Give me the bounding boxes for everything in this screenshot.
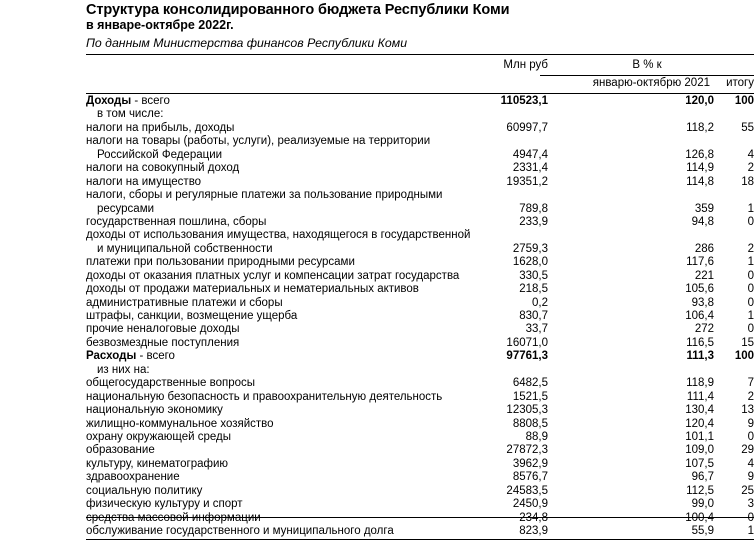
cell-percent-period: 109,0 <box>685 444 714 457</box>
table-row <box>86 418 754 431</box>
cell-value-mln-rub: 0,2 <box>532 296 548 309</box>
cell-percent-period: 111,3 <box>686 350 714 363</box>
cell-value-mln-rub: 110523,1 <box>500 95 548 107</box>
cell-value-mln-rub: 8808,5 <box>512 417 548 430</box>
cell-percent-total: 13 <box>741 404 754 417</box>
row-label: платежи при пользовании природными ресурсами <box>86 256 355 269</box>
cell-percent-period: 105,6 <box>685 283 714 296</box>
cell-percent-total: 9 <box>747 471 754 484</box>
row-label: национальную экономику <box>86 404 223 417</box>
cell-value-mln-rub: 97761,3 <box>506 350 548 363</box>
row-label: налоги на совокупный доход <box>86 162 240 175</box>
cell-value-mln-rub: 6482,5 <box>512 377 548 390</box>
cell-value-mln-rub: 823,9 <box>519 525 548 537</box>
cell-value-mln-rub: 1521,5 <box>512 390 548 403</box>
page-subtitle: в январе-октябре 2022г. <box>86 18 234 32</box>
cell-percent-period: 117,6 <box>686 256 714 269</box>
cell-percent-period: 111,4 <box>686 390 714 403</box>
cell-percent-total: 55 <box>741 121 754 134</box>
table-row <box>86 458 754 471</box>
cell-percent-total: 2 <box>747 242 754 255</box>
cell-percent-period: 126,8 <box>685 148 714 161</box>
row-label: физическую культуру и спорт <box>86 498 243 511</box>
cell-percent-period: 112,5 <box>686 484 714 497</box>
row-label: государственная пошлина, сборы <box>86 215 267 228</box>
cell-percent-total: 1 <box>747 256 754 269</box>
row-label: общегосударственные вопросы <box>86 377 256 390</box>
table-row <box>86 364 754 377</box>
table-row <box>86 310 754 323</box>
cell-percent-total: 15 <box>741 336 754 349</box>
cell-percent-total: 25 <box>741 484 754 497</box>
column-header-percent-group: В % к <box>632 59 662 71</box>
row-label: образование <box>86 444 155 457</box>
table-row <box>86 444 754 457</box>
budget-structure-table <box>86 54 754 540</box>
column-header-value: Млн руб <box>503 59 548 71</box>
cell-percent-total: 0 <box>747 323 754 336</box>
cell-value-mln-rub: 60997,7 <box>506 121 548 134</box>
cell-percent-period: 107,5 <box>685 457 714 470</box>
table-row <box>86 391 754 404</box>
cell-value-mln-rub: 2331,4 <box>512 162 548 175</box>
page-footer-rule <box>86 517 754 518</box>
row-label: доходы от использования имущества, находящегося в государственной <box>86 229 471 242</box>
table-row <box>86 377 754 390</box>
cell-value-mln-rub: 218,5 <box>519 283 548 296</box>
column-header-period: январю-октябрю 2021 <box>592 77 710 89</box>
row-label: налоги на имущество <box>86 175 202 188</box>
percent-group-rule <box>540 75 754 76</box>
table-row <box>86 471 754 484</box>
table-row <box>86 512 754 525</box>
row-label: налоги на товары (работы, услуги), реализуемые на территории <box>86 135 431 148</box>
table-row <box>86 337 754 350</box>
table-row <box>86 203 754 216</box>
cell-percent-total: 0 <box>747 283 754 296</box>
cell-percent-total: 0 <box>747 430 754 443</box>
cell-percent-total: 0 <box>747 296 754 309</box>
table-row <box>86 243 754 256</box>
table-header <box>86 55 754 93</box>
cell-percent-total: 18 <box>741 175 754 188</box>
page-title: Структура консолидированного бюджета Республики Коми <box>86 2 510 18</box>
cell-percent-period: 118,2 <box>686 121 714 134</box>
cell-percent-period: 100,4 <box>685 511 714 524</box>
table-row <box>86 189 754 202</box>
cell-value-mln-rub: 3962,9 <box>512 457 548 470</box>
row-label: здравоохранение <box>86 471 180 484</box>
cell-value-mln-rub: 789,8 <box>519 202 548 215</box>
cell-percent-period: 101,1 <box>685 430 714 443</box>
cell-value-mln-rub: 12305,3 <box>506 404 548 417</box>
row-label: в том числе: <box>97 108 164 121</box>
table-row <box>86 229 754 242</box>
row-label: прочие неналоговые доходы <box>86 323 240 336</box>
cell-percent-period: 94,8 <box>691 215 714 228</box>
row-label <box>86 350 175 363</box>
source-note: По данным Министерства финансов Республики Коми <box>86 36 408 50</box>
table-body <box>86 94 754 538</box>
table-row <box>86 350 754 363</box>
cell-value-mln-rub: 27872,3 <box>506 444 548 457</box>
cell-percent-period: 114,8 <box>686 175 714 188</box>
cell-percent-total: 2 <box>747 390 754 403</box>
row-label: культуру, кинематографию <box>86 457 229 470</box>
row-label: средства массовой информации <box>86 511 261 524</box>
table-row <box>86 256 754 269</box>
cell-percent-total: 0 <box>747 511 754 524</box>
row-label: Российской Федерации <box>97 148 223 161</box>
table-row <box>86 162 754 175</box>
cell-value-mln-rub: 1628,0 <box>512 256 548 269</box>
column-header-share: итогу <box>726 77 754 89</box>
row-label: доходы от оказания платных услуг и компенсации затрат государства <box>86 269 460 282</box>
cell-value-mln-rub: 16071,0 <box>506 336 548 349</box>
cell-value-mln-rub: 19351,2 <box>506 175 548 188</box>
cell-percent-total: 4 <box>747 148 754 161</box>
table-row <box>86 122 754 135</box>
cell-percent-period: 130,4 <box>685 404 714 417</box>
table-row <box>86 297 754 310</box>
cell-percent-total: 1 <box>747 310 754 322</box>
table-row <box>86 216 754 229</box>
table-row <box>86 498 754 511</box>
table-row <box>86 431 754 444</box>
cell-percent-total: 7 <box>747 377 754 390</box>
table-row <box>86 95 754 108</box>
cell-percent-total: 3 <box>747 498 754 511</box>
cell-value-mln-rub: 233,9 <box>519 215 548 228</box>
cell-value-mln-rub: 2450,9 <box>512 498 548 511</box>
row-label-text: - всего <box>136 350 175 363</box>
table-row <box>86 485 754 498</box>
cell-percent-period: 114,9 <box>686 162 714 175</box>
cell-percent-period: 118,9 <box>686 377 714 390</box>
row-label: доходы от продажи материальных и нематериальных активов <box>86 283 419 296</box>
row-label: из них на: <box>97 363 150 376</box>
cell-value-mln-rub: 2759,3 <box>512 242 548 255</box>
cell-value-mln-rub: 234,8 <box>519 511 548 524</box>
cell-percent-period: 359 <box>694 202 714 215</box>
row-label: штрафы, санкции, возмещение ущерба <box>86 310 298 322</box>
row-label: охрану окружающей среды <box>86 430 232 443</box>
cell-percent-period: 99,0 <box>691 498 714 511</box>
row-label-emphasis: Расходы <box>86 350 137 363</box>
table-row <box>86 108 754 121</box>
row-label: ресурсами <box>97 202 155 215</box>
cell-value-mln-rub: 8576,7 <box>512 471 548 484</box>
cell-percent-period: 120,4 <box>685 417 714 430</box>
cell-percent-total: 1 <box>747 525 754 537</box>
row-label-emphasis: Доходы <box>86 95 132 107</box>
cell-percent-period: 93,8 <box>691 296 714 309</box>
cell-percent-total: 100 <box>734 95 754 107</box>
table-row <box>86 404 754 417</box>
cell-percent-total: 2 <box>747 162 754 175</box>
table-row <box>86 135 754 148</box>
table-row <box>86 176 754 189</box>
cell-percent-total: 4 <box>747 457 754 470</box>
table-row <box>86 323 754 336</box>
title-block <box>86 2 746 51</box>
table-row <box>86 149 754 162</box>
row-label: и муниципальной собственности <box>97 242 273 255</box>
row-label: обслуживание государственного и муниципального долга <box>86 525 394 537</box>
cell-percent-total: 9 <box>747 417 754 430</box>
table-row <box>86 270 754 283</box>
cell-percent-period: 116,5 <box>686 336 714 349</box>
cell-percent-period: 96,7 <box>691 471 714 484</box>
cell-value-mln-rub: 4947,4 <box>512 148 548 161</box>
cell-value-mln-rub: 330,5 <box>519 269 548 282</box>
cell-percent-total: 100 <box>734 350 754 363</box>
cell-percent-total: 0 <box>747 269 754 282</box>
table-row <box>86 525 754 538</box>
row-label: налоги на прибыль, доходы <box>86 121 235 134</box>
row-label: социальную политику <box>86 484 203 497</box>
row-label: безвозмездные поступления <box>86 336 240 349</box>
row-label <box>86 95 170 108</box>
cell-percent-period: 221 <box>694 269 714 282</box>
row-label: административные платежи и сборы <box>86 296 283 309</box>
row-label: жилищно-коммунальное хозяйство <box>86 417 274 430</box>
cell-percent-period: 272 <box>694 323 714 336</box>
cell-percent-period: 120,0 <box>685 95 714 107</box>
cell-percent-total: 29 <box>741 444 754 457</box>
cell-percent-period: 106,4 <box>685 310 714 322</box>
table-row <box>86 283 754 296</box>
cell-value-mln-rub: 24583,5 <box>506 484 548 497</box>
cell-value-mln-rub: 88,9 <box>525 430 548 443</box>
cell-percent-total: 1 <box>747 202 754 215</box>
cell-value-mln-rub: 33,7 <box>525 323 548 336</box>
row-label: налоги, сборы и регулярные платежи за пользование природными <box>86 189 443 202</box>
cell-percent-period: 55,9 <box>691 525 714 537</box>
cell-value-mln-rub: 830,7 <box>519 310 548 322</box>
cell-percent-total: 0 <box>747 215 754 228</box>
row-label-text: - всего <box>131 95 170 107</box>
cell-percent-period: 286 <box>694 242 714 255</box>
row-label: национальную безопасность и правоохранительную деятельность <box>86 390 443 403</box>
